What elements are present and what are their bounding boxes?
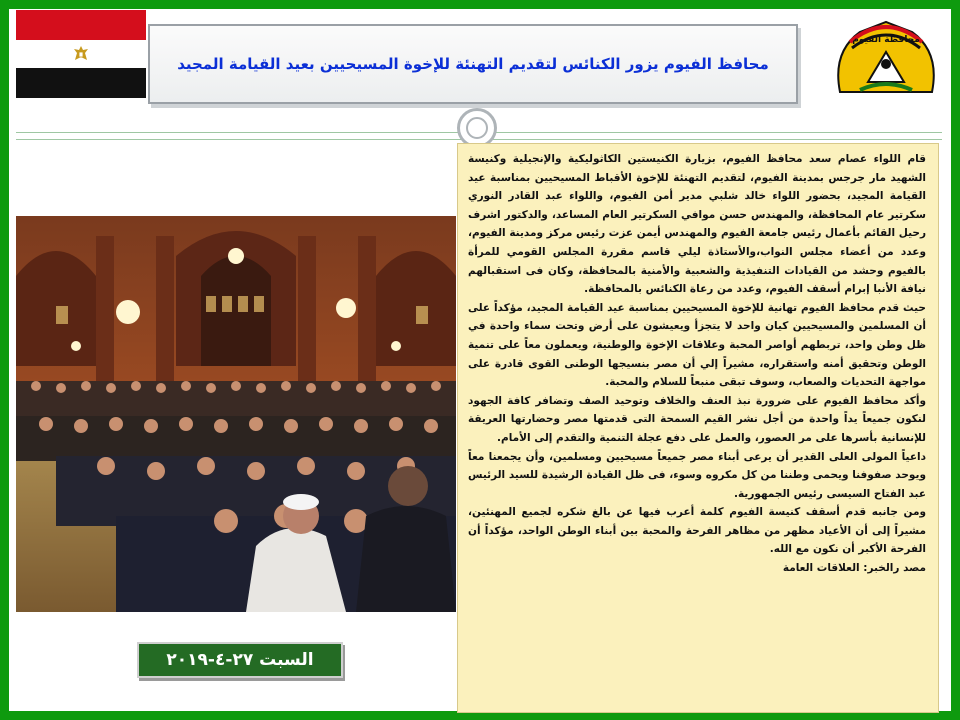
news-source: مصد رالخبر: العلاقات العامة xyxy=(782,562,926,575)
date-text: السبت ٢٧-٤-٢٠١٩ xyxy=(166,650,314,670)
date-badge xyxy=(137,642,343,678)
article-paragraph: قام اللواء عصام سعد محافظ الفيوم، بزيارة الكنيستين الكاثوليكية والإنجيلية وكنيسة الشهيد مار جرجس بمدينة الفيوم، لتقديم التهنئة للإخوة الأقباط المسيحيين بمناسبة عيد القيامة المجيد، بحضور اللواء خالد شلبي مدير أمن الفيوم، واللواء عبد القادر النوري سكرتير عام المحافظة، والمهندس حسن موافي السكرتير العام المساعد، والدكتور اشرف رحيل القائم بأعمال رئيس جامعة الفيوم والمهندس أيمن عزت رئيس مركز ومدينة الفيوم، وعدد من أعضاء مجلس النواب،والأستاذة ليلي قاسم مقررة المجلس القومي للمرأة بالفيوم وحشد من القيادات التنفيذية والشعبية والأمنية بالمحافظة، وكان فى استقبالهم نيافة الأنبا إبرام أسقف الفيوم، وعدد من رعاة الكنائس بالمحافظة. xyxy=(468,153,926,296)
page-title: محافظ الفيوم يزور الكنائس لتقديم التهنئة للإخوة المسيحيين بعيد القيامة المجيد xyxy=(177,55,769,73)
fayoum-governorate-logo-icon xyxy=(830,12,942,104)
article-paragraph: ومن جانبه قدم أسقف كنيسة الفيوم كلمة أعرب فيها عن بالغ شكره لجميع المهنئين، مشيراً إلى أن الأعياد مظهر من مظاهر الفرحة والمحبة بين أبناء الوطن الواحد، مؤكداً أن الفرحة الأكبر أن نكون مع الله. xyxy=(468,506,926,556)
headline-box xyxy=(148,24,798,104)
church-ceremony-photo xyxy=(16,216,456,612)
article-body xyxy=(457,143,939,713)
logo-lettering: محافظة الفيوم xyxy=(852,35,920,45)
article-paragraph: داعياً المولى العلى القدير أن يرعى أبناء مصر جميعاً مسيحيين ومسلمين، وأن يجمعنا معاً ويوحد صفوفنا ويحمى وطننا من كل مكروه وسوء، فى ظل القيادة الرشيدة للسيد الرئيس عبد الفتاح السيسى رئيس الجمهورية. xyxy=(468,450,926,500)
egypt-flag-icon xyxy=(16,10,146,98)
ring-ornament-icon xyxy=(457,108,497,148)
article-paragraph: وأكد محافظ الفيوم على ضرورة نبذ العنف والخلاف وتوحيد الصف وتضافر كافة الجهود لنكون جميعاً يداً واحدة من أجل نشر القيم السمحة التى قدمتها مصر وحضارتها العريقة للإنسانية بأسرها على مر العصور، والعمل على دفع عجلة التنمية والتقدم إلى الأمام. xyxy=(468,394,926,444)
article-paragraph: حيث قدم محافظ الفيوم تهانية للإخوة المسيحيين بمناسبة عيد القيامة المجيد، مؤكداً على أن المسلمين والمسيحيين كيان واحد لا يتجزأ ويعيشون على أرض وتحت سماء واحدة في ظل وطن واحد، تربطهم أواصر المحبة وعلاقات الإخوة والوطنية، ويعملون معاً على تنمية الوطن وتحقيق أمنه واستقراره، مشيراً إلي أن مصر بنسيجها الوطنى القوى قادرة على مواجهة التحديات والصعاب، وسوف تبقى منبعاً للسلام والمحبة. xyxy=(468,301,926,389)
